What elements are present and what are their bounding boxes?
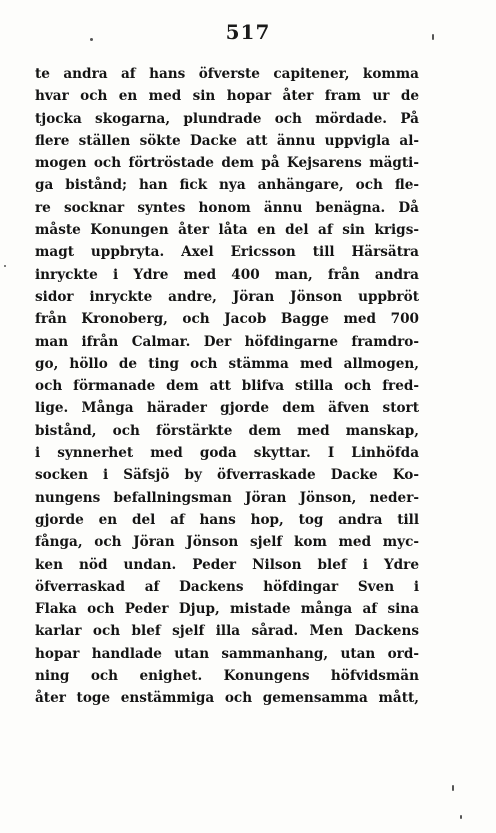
text-line: åter toge enstämmiga och gemensamma mått, bbox=[35, 690, 419, 707]
text-line: go, höllo de ting och stämma med allmogen, bbox=[35, 355, 419, 372]
text-line: mogen och förtröstade dem på Kejsarens mägti- bbox=[35, 155, 419, 172]
paper-speck bbox=[460, 815, 462, 819]
text-line: flere ställen sökte Dacke att ännu uppvigla al- bbox=[35, 132, 419, 149]
text-line: och förmanade dem att blifva stilla och fred- bbox=[35, 378, 419, 395]
body-text bbox=[35, 63, 419, 710]
paper-speck bbox=[432, 34, 434, 40]
text-line: gjorde en del af hans hop, tog andra till bbox=[35, 511, 419, 528]
text-line: öfverraskad af Dackens höfdingar Sven i bbox=[35, 578, 419, 595]
text-line: från Kronoberg, och Jacob Bagge med 700 bbox=[35, 311, 419, 328]
text-line: lige. Många härader gjorde dem äfven stort bbox=[35, 400, 419, 417]
text-line: nungens befallningsman Jöran Jönson, neder- bbox=[35, 489, 419, 506]
paper-speck bbox=[452, 785, 454, 791]
paper-speck bbox=[4, 265, 6, 267]
page-number: 517 bbox=[225, 20, 271, 44]
text-line: i synnerhet med goda skyttar. I Linhöfda bbox=[35, 445, 419, 462]
text-line: ga bistånd; han fick nya anhängare, och fle- bbox=[35, 177, 419, 194]
text-line: fånga, och Jöran Jönson sjelf kom med myc- bbox=[35, 534, 419, 551]
text-line: re socknar syntes honom ännu benägna. Då bbox=[35, 199, 419, 216]
text-line: te andra af hans öfverste capitener, komma bbox=[35, 66, 419, 82]
text-line: ken nöd undan. Peder Nilson blef i Ydre bbox=[35, 556, 419, 573]
text-line: inryckte i Ydre med 400 man, från andra bbox=[35, 266, 419, 283]
text-line: sidor inryckte andre, Jöran Jönson uppbröt bbox=[35, 288, 419, 305]
text-line: hvar och en med sin hopar åter fram ur de bbox=[35, 88, 419, 105]
text-line: tjocka skogarna, plundrade och mördade. På bbox=[35, 110, 419, 127]
paper-speck bbox=[90, 38, 93, 41]
text-line: hopar handlade utan sammanhang, utan ord- bbox=[35, 645, 419, 662]
text-line: Flaka och Peder Djup, mistade många af sina bbox=[35, 601, 419, 618]
text-line: måste Konungen åter låta en del af sin krigs- bbox=[35, 222, 419, 239]
text-line: socken i Säfsjö by öfverraskade Dacke Ko- bbox=[35, 467, 419, 484]
text-line: man ifrån Calmar. Der höfdingarne framdro- bbox=[35, 333, 419, 350]
text-line: karlar och blef sjelf illa sårad. Men Dackens bbox=[35, 623, 419, 640]
text-line: magt uppbryta. Axel Ericsson till Härsätra bbox=[35, 244, 419, 261]
text-line: bistånd, och förstärkte dem med manskap, bbox=[35, 422, 419, 439]
text-line: ning och enighet. Konungens höfvidsmän bbox=[35, 668, 419, 685]
